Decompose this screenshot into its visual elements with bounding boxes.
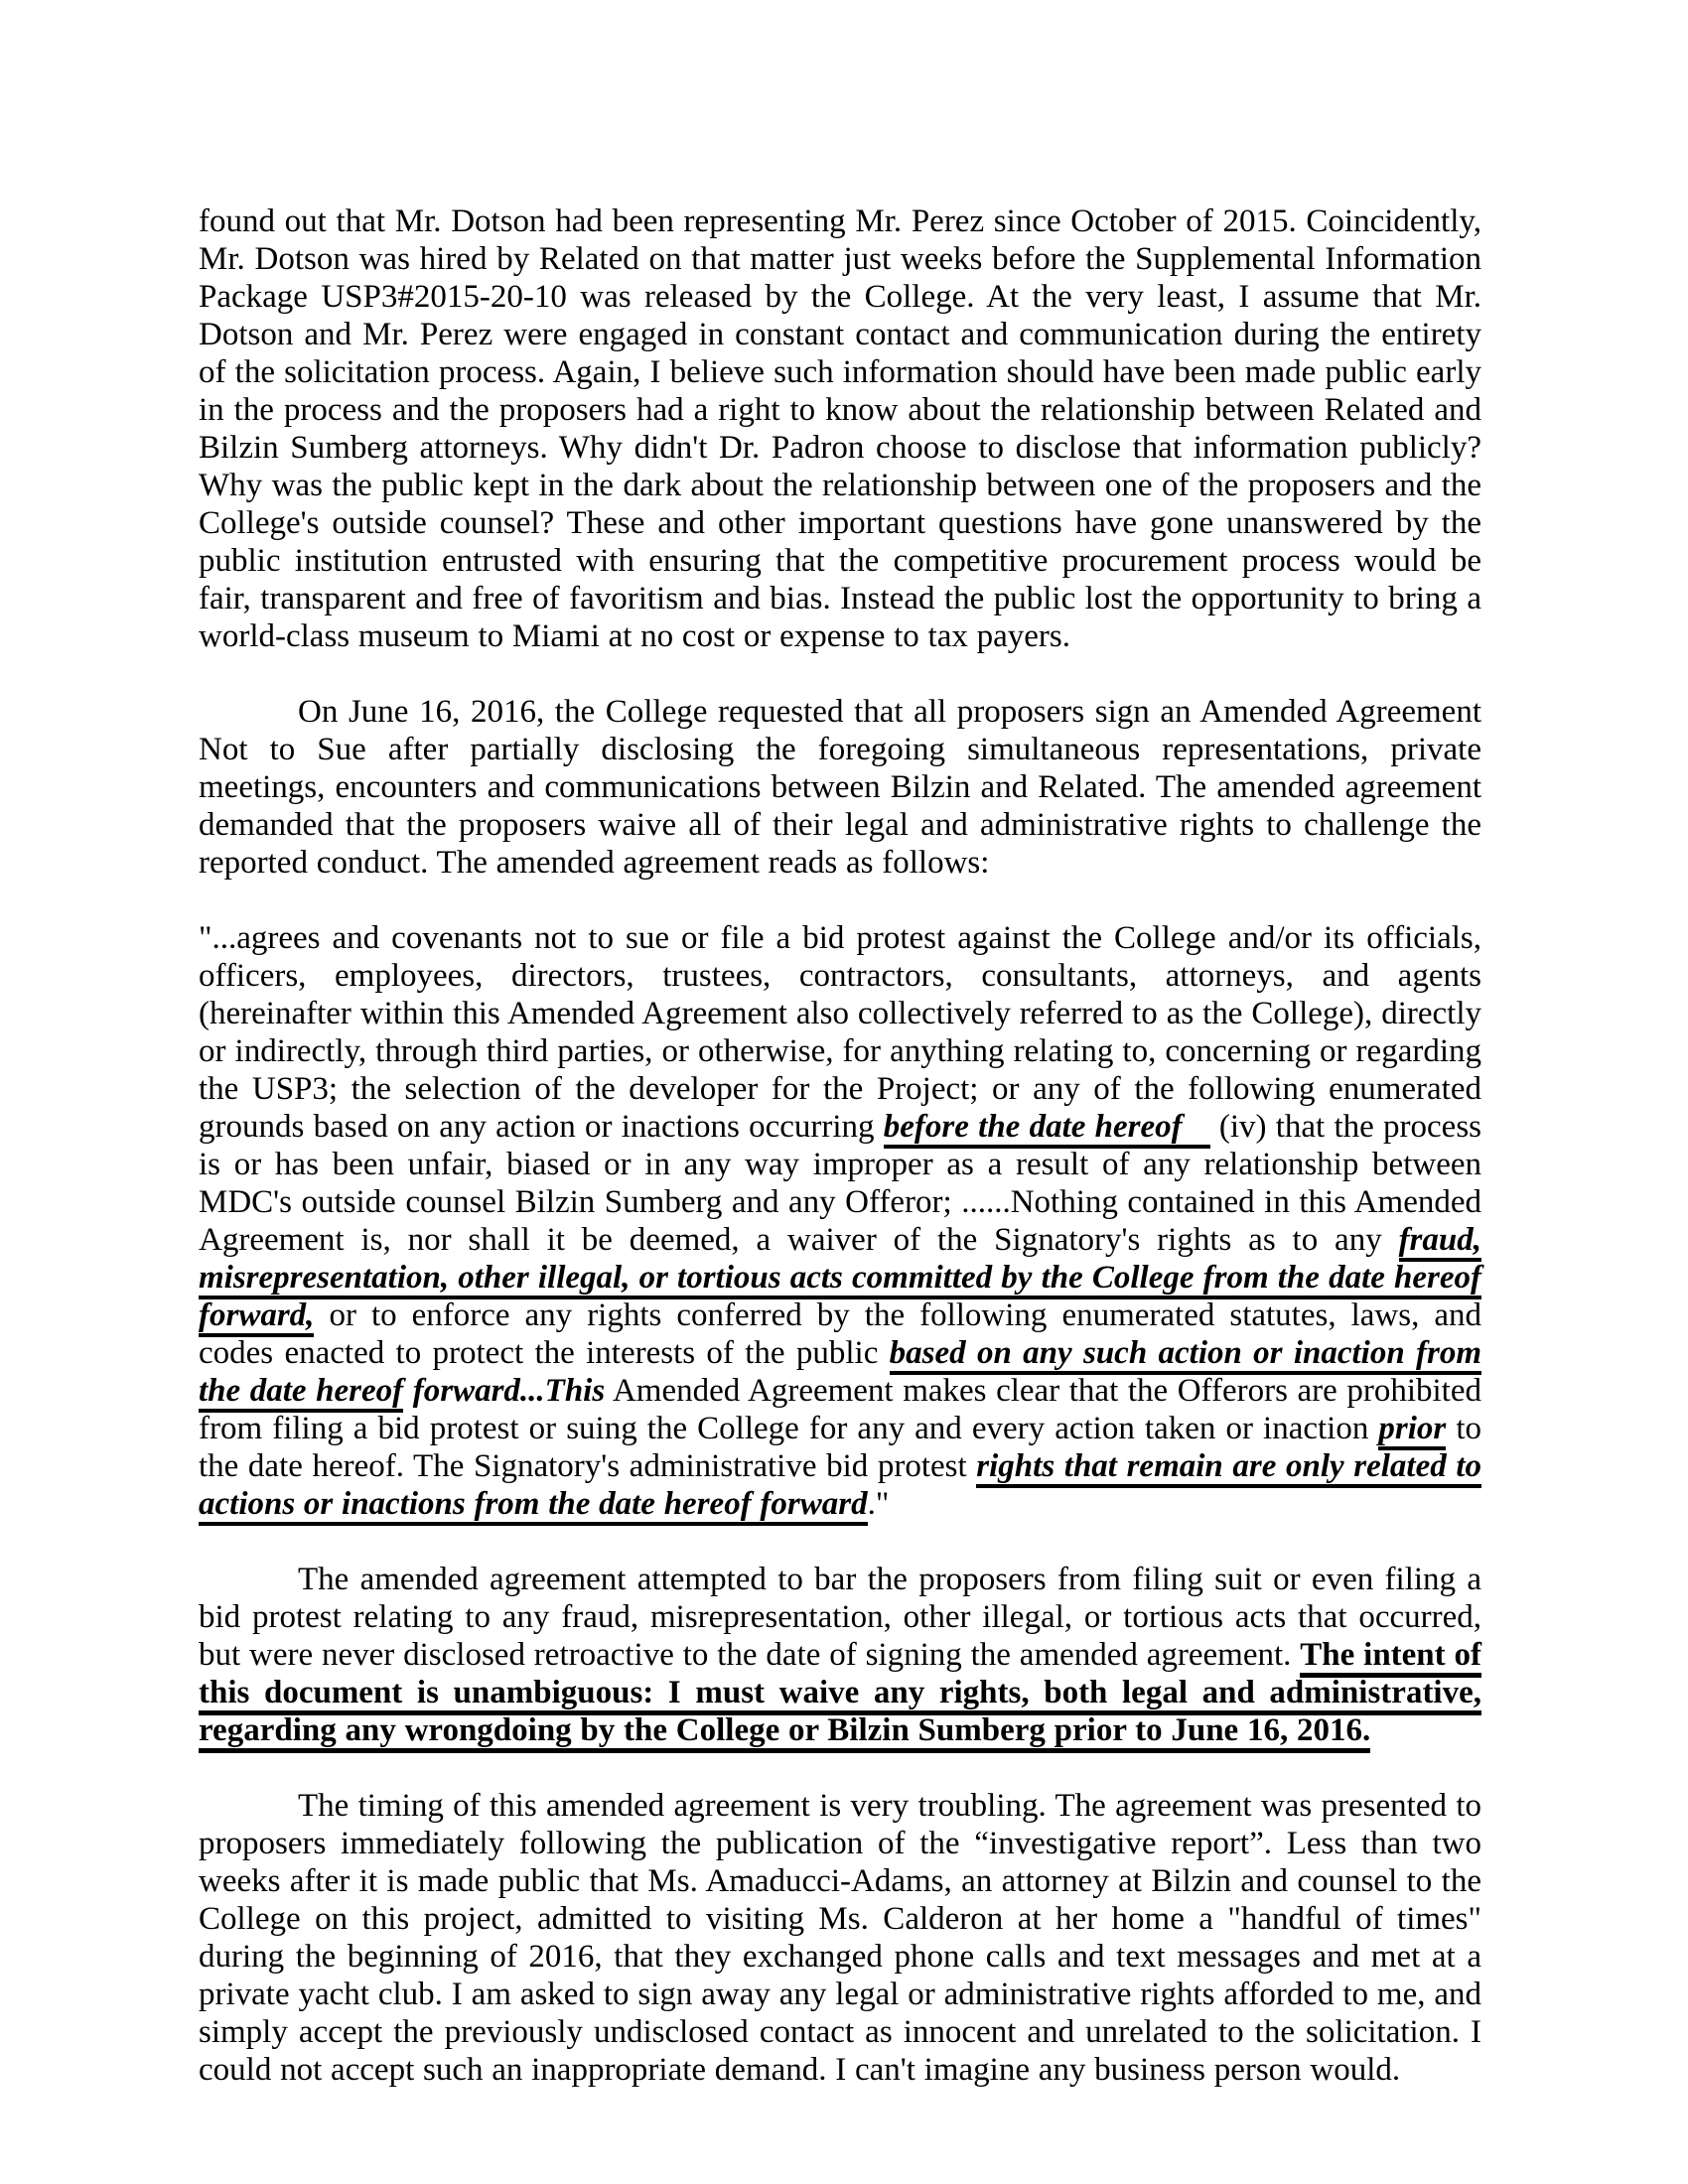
text-run: found out that Mr. Dotson had been representing Mr. Perez since October of 2015. Coincidently, Mr. Dotson was hired by Related on that matter just weeks before the Supplemental Information Package USP3#2015-20-10 was released by the College. At the very least, I assume that Mr. Dotson and Mr. Perez were engaged in constant contact and communication during the entirety of the solicitation process. Again, I believe such information should have been made public early in the process and the proposers had a right to know about the relationship between Related and Bilzin Sumberg attorneys. Why didn't Dr. Padron choose to disclose that information publicly? Why was the public kept in the dark about the relationship between one of the proposers and the College's outside counsel? These and other important questions have gone unanswered by the public institution entrusted with ensuring that the competitive procurement process would be fair, transparent and free of favoritism and bias. Instead the public lost the opportunity to bring a world-class museum to Miami at no cost or expense to tax payers. xyxy=(199,204,1481,654)
text-run: (iv) that the process is or has been unfair, biased or in any way improper as a result of any relationship between MDC's outside counsel Bilzin Sumberg and any Offeror; ......Nothing contained in this Amended Agreement is, nor shall it be deemed, a waiver of the Signatory's rights as to any xyxy=(199,1109,1481,1258)
emphasized-text-run: The intent of xyxy=(1300,1637,1481,1678)
text-run: The timing of this amended agreement is very troubling. The agreement was presented to proposers immediately following the publication of the “investigative report”. Less than two weeks after it is made public that Ms. Amaducci-Adams, an attorney at Bilzin and counsel to the College on this project, admitted to visiting Ms. Calderon at her home a "handful of times" during the beginning of 2016, that they exchanged phone calls and text messages and met at a private yacht club. I am asked to sign away any legal or administrative rights afforded to me, and simply accept the previously undisclosed contact as innocent and unrelated to the solicitation. I could not accept such an inappropriate demand. I can't imagine any business person would. xyxy=(199,1788,1481,2088)
text-run: or to enforce any rights conferred by the following enumerated statutes, laws, and codes enacted to protect the interests of the public xyxy=(199,1297,1481,1371)
text-run: to the date hereof. The Signatory's administrative bid protest xyxy=(199,1411,1482,1484)
text-run: On June 16, 2016, the College requested that all proposers sign an Amended Agreement Not to Sue after partially disclosing the foregoing simultaneous representations, private meetings, encounters and communications between Bilzin and Related. The amended agreement demanded that the proposers waive all of their legal and administrative rights to challenge the reported conduct. The amended agreement reads as follows: xyxy=(199,694,1481,881)
emphasized-text-run: rights that remain are only related to actions or inactions from the date hereof forward xyxy=(199,1448,1481,1526)
paragraph-5 xyxy=(199,1787,1481,2089)
paragraph-4 xyxy=(199,1561,1481,1749)
emphasized-text-run: before the date hereof xyxy=(884,1109,1210,1149)
paragraph-1 xyxy=(199,203,1481,655)
paragraph-3 xyxy=(199,919,1481,1523)
text-run: Amended Agreement makes clear that the Offerors are prohibited from filing a bid protest or suing the College for any and every action taken or inaction xyxy=(199,1373,1481,1446)
text-run: ." xyxy=(867,1486,890,1522)
emphasized-text-run: prior xyxy=(1378,1411,1446,1450)
paragraph-2 xyxy=(199,693,1481,882)
document-body xyxy=(199,203,1481,2089)
text-run: "...agrees and covenants not to sue or file a bid protest against the College and/or its officials, officers, employees, directors, trustees, contractors, consultants, attorneys, and agents (hereinafter within this Amended Agreement also collectively referred to as the College), directly or indirectly, through third parties, or otherwise, for anything relating to, concerning or regarding the USP3; the selection of the developer for the Project; or any of the following enumerated grounds based on any action or inactions occurring xyxy=(199,920,1481,1145)
emphasized-text-run: fraud, misrepresentation, other illegal, or tortious acts committed by the College from the date hereof forward, xyxy=(199,1222,1481,1337)
emphasized-text-run: forward...This xyxy=(403,1373,606,1409)
emphasized-text-run: based on any such action or inaction from the date hereof xyxy=(199,1335,1481,1413)
text-run: The amended agreement attempted to bar the proposers from filing suit or even filing a bid protest relating to any fraud, misrepresentation, other illegal, or tortious acts that occurred, but were never disclosed retroactive to the date of signing the amended agreement. xyxy=(199,1562,1481,1673)
emphasized-text-run: this document is unambiguous: I must waive any rights, both legal and administrative, regarding any wrongdoing by the College or Bilzin Sumberg prior to June 16, 2016. xyxy=(199,1675,1481,1753)
